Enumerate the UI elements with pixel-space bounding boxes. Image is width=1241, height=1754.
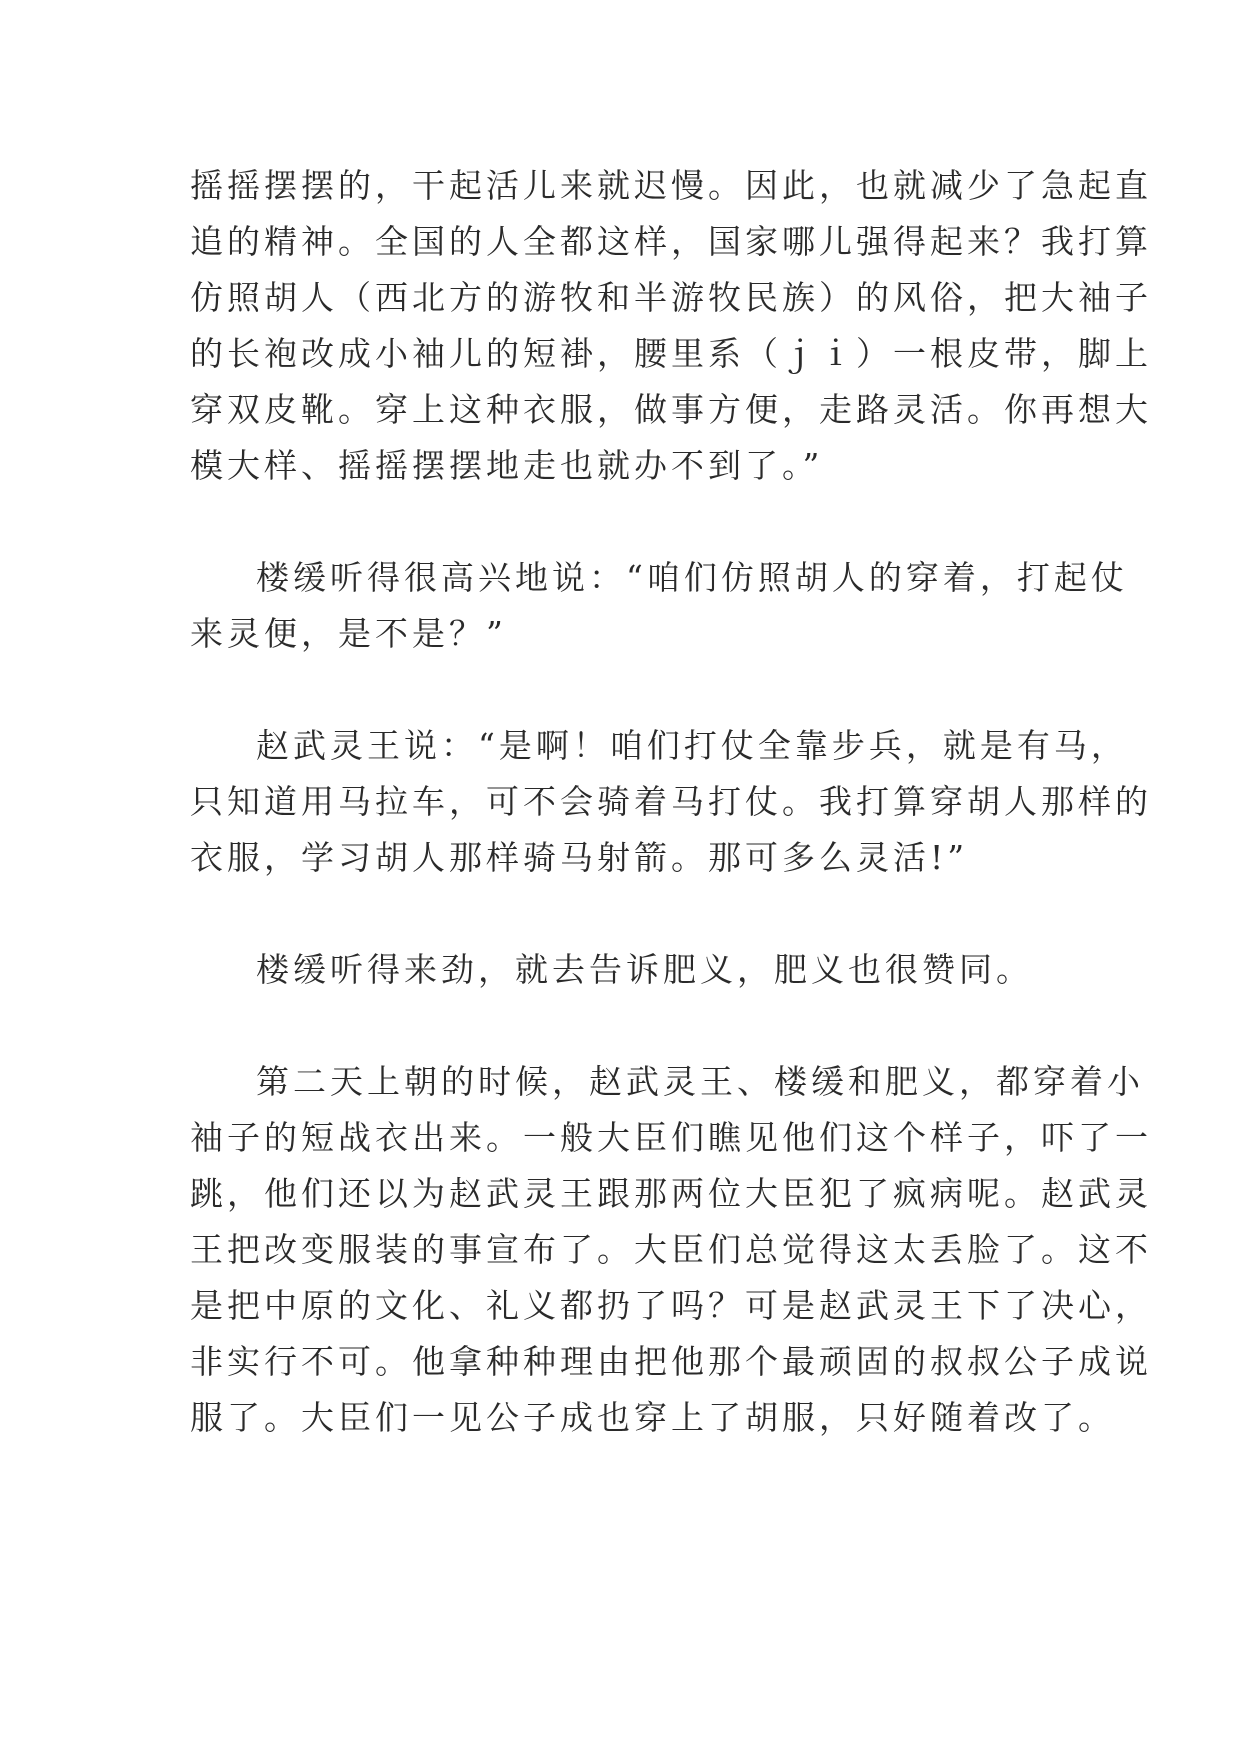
paragraph-5: [190, 1054, 1152, 1446]
text-line: 跳，他们还以为赵武灵王跟那两位大臣犯了疯病呢。赵武灵: [190, 1174, 1152, 1213]
text-line: 模大样、摇摇摆摆地走也就办不到了。”: [190, 446, 824, 485]
text-line: 追的精神。全国的人全都这样，国家哪儿强得起来？我打算: [190, 222, 1152, 261]
text-line: 穿双皮靴。穿上这种衣服，做事方便，走路灵活。你再想大: [190, 390, 1152, 429]
document-body: [190, 158, 1152, 1502]
text-line: 非实行不可。他拿种种理由把他那个最顽固的叔叔公子成说: [190, 1342, 1152, 1381]
text-line: 楼缓听得来劲，就去告诉肥义，肥义也很赞同。: [256, 950, 1033, 989]
text-line: 仿照胡人（西北方的游牧和半游牧民族）的风俗，把大袖子: [190, 278, 1152, 317]
text-line: 的长袍改成小袖儿的短褂，腰里系（ｊｉ）一根皮带，脚上: [190, 334, 1152, 373]
text-line: 摇摇摆摆的，干起活儿来就迟慢。因此，也就减少了急起直: [190, 166, 1152, 205]
text-line: 来灵便，是不是？”: [190, 614, 507, 653]
text-line: 第二天上朝的时候，赵武灵王、楼缓和肥义，都穿着小: [256, 1062, 1144, 1101]
paragraph-1: [190, 158, 1152, 494]
text-line: 王把改变服装的事宣布了。大臣们总觉得这太丢脸了。这不: [190, 1230, 1152, 1269]
paragraph-3: [190, 718, 1152, 886]
text-line: 赵武灵王说：“是啊！咱们打仗全靠步兵，就是有马，: [256, 726, 1128, 765]
paragraph-2: [190, 550, 1128, 662]
text-line: 衣服，学习胡人那样骑马射箭。那可多么灵活!”: [190, 838, 969, 877]
text-line: 袖子的短战衣出来。一般大臣们瞧见他们这个样子，吓了一: [190, 1118, 1152, 1157]
text-line: 楼缓听得很高兴地说：“咱们仿照胡人的穿着，打起仗: [256, 558, 1128, 597]
text-line: 服了。大臣们一见公子成也穿上了胡服，只好随着改了。: [190, 1398, 1115, 1437]
text-line: 是把中原的文化、礼义都扔了吗？可是赵武灵王下了决心，: [190, 1286, 1152, 1325]
paragraph-4: [190, 942, 1070, 998]
text-line: 只知道用马拉车，可不会骑着马打仗。我打算穿胡人那样的: [190, 782, 1152, 821]
